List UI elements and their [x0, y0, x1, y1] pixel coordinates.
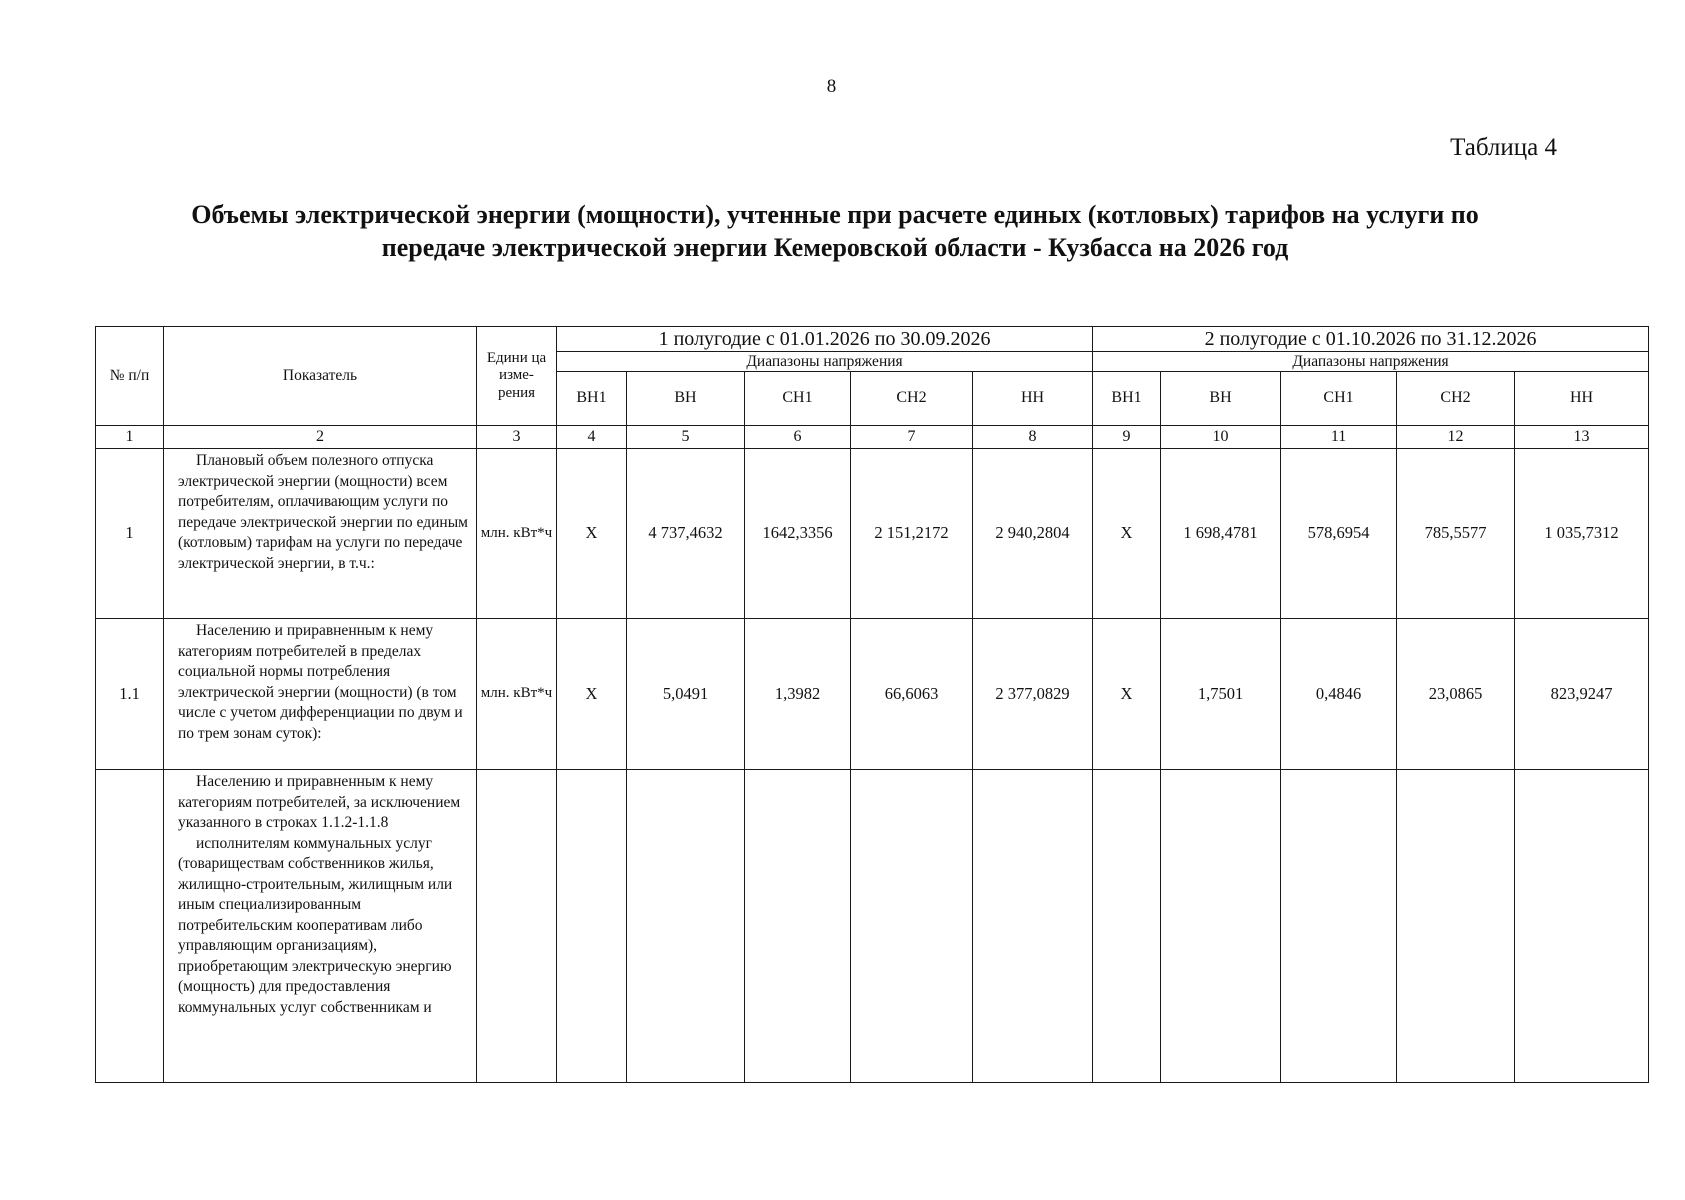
cell-value: X: [1093, 449, 1161, 619]
cell-value: 2 940,2804: [973, 449, 1093, 619]
row-indicator-text: Плановый объем полезного отпуска электрической энергии (мощности) всем потребителям, оплачивающим услуги по передаче электрической энергии по единым (котловым) тарифам на услуги по передаче электрической энергии, в т.ч.:: [178, 452, 468, 572]
document-title: [100, 198, 1570, 264]
row-indicator: [164, 770, 477, 1083]
row-number: 1.1: [96, 619, 164, 770]
cell-value: [557, 770, 627, 1083]
column-number: 11: [1281, 426, 1397, 449]
column-number: 7: [851, 426, 973, 449]
cell-value: 823,9247: [1515, 619, 1649, 770]
voltage-header: СН1: [1281, 372, 1397, 426]
cell-value: X: [1093, 619, 1161, 770]
column-number: 5: [627, 426, 745, 449]
cell-value: [973, 770, 1093, 1083]
column-number: 10: [1161, 426, 1281, 449]
column-number: 4: [557, 426, 627, 449]
cell-value: [1515, 770, 1649, 1083]
cell-value: [851, 770, 973, 1083]
cell-value: 1642,3356: [745, 449, 851, 619]
cell-value: 2 151,2172: [851, 449, 973, 619]
header-ranges-1: Диапазоны напряжения: [557, 352, 1093, 372]
column-number: 1: [96, 426, 164, 449]
header-row-periods: [96, 327, 1649, 352]
header-unit: Едини ца изме- рения: [477, 327, 557, 426]
voltage-header: СН1: [745, 372, 851, 426]
voltage-header: ВН1: [557, 372, 627, 426]
cell-value: 5,0491: [627, 619, 745, 770]
voltage-header: СН2: [851, 372, 973, 426]
column-number-row: [96, 426, 1649, 449]
row-indicator-text: Населению и приравненным к нему категориям потребителей в пределах социальной нормы потребления электрической энергии (мощности) (в том числе с учетом дифференциации по двум и по трем зонам суток):: [178, 622, 463, 742]
row-number: 1: [96, 449, 164, 619]
cell-value: [1093, 770, 1161, 1083]
row-number: [96, 770, 164, 1083]
voltage-header: НН: [1515, 372, 1649, 426]
column-number: 8: [973, 426, 1093, 449]
header-indicator: Показатель: [164, 327, 477, 426]
cell-value: [1281, 770, 1397, 1083]
row-unit: [477, 770, 557, 1083]
header-period-1: 1 полугодие с 01.01.2026 по 30.09.2026: [557, 327, 1093, 352]
cell-value: 2 377,0829: [973, 619, 1093, 770]
title-line-1: Объемы электрической энергии (мощности), учтенные при расчете единых (котловых) тарифов на услуги по: [191, 200, 1479, 229]
column-number: 2: [164, 426, 477, 449]
cell-value: 578,6954: [1281, 449, 1397, 619]
column-number: 3: [477, 426, 557, 449]
cell-value: 4 737,4632: [627, 449, 745, 619]
title-line-2: передаче электрической энергии Кемеровской области - Кузбасса на 2026 год: [381, 233, 1289, 262]
cell-value: 1 035,7312: [1515, 449, 1649, 619]
row-indicator-text: Населению и приравненным к нему категориям потребителей, за исключением указанного в строках 1.1.2-1.1.8: [178, 773, 461, 831]
row-unit: млн. кВт*ч: [477, 619, 557, 770]
cell-value: [745, 770, 851, 1083]
row-indicator: [164, 449, 477, 619]
cell-value: 785,5577: [1397, 449, 1515, 619]
voltage-header: ВН1: [1093, 372, 1161, 426]
column-number: 9: [1093, 426, 1161, 449]
cell-value: 23,0865: [1397, 619, 1515, 770]
cell-value: 1,3982: [745, 619, 851, 770]
column-number: 6: [745, 426, 851, 449]
voltage-header: ВН: [627, 372, 745, 426]
table-row: [96, 619, 1649, 770]
column-number: 13: [1515, 426, 1649, 449]
table-row: [96, 770, 1649, 1083]
header-num: № п/п: [96, 327, 164, 426]
header-period-2: 2 полугодие с 01.10.2026 по 31.12.2026: [1093, 327, 1649, 352]
cell-value: 1,7501: [1161, 619, 1281, 770]
voltage-header: НН: [973, 372, 1093, 426]
volumes-table: [95, 326, 1649, 1083]
table-row: [96, 449, 1649, 619]
cell-value: X: [557, 619, 627, 770]
cell-value: [1397, 770, 1515, 1083]
cell-value: 66,6063: [851, 619, 973, 770]
page-number: 8: [826, 76, 837, 97]
header-ranges-2: Диапазоны напряжения: [1093, 352, 1649, 372]
voltage-header: СН2: [1397, 372, 1515, 426]
cell-value: [627, 770, 745, 1083]
row-indicator-text: исполнителям коммунальных услуг (товариществам собственников жилья, жилищно-строительным, жилищным или иным специализированным потребительским кооперативам либо управляющим организациям), приобретающим электрическую энергию (мощность) для предоставления коммунальных услуг собственникам и: [178, 834, 453, 1016]
row-indicator: [164, 619, 477, 770]
voltage-header: ВН: [1161, 372, 1281, 426]
cell-value: [1161, 770, 1281, 1083]
column-number: 12: [1397, 426, 1515, 449]
cell-value: 0,4846: [1281, 619, 1397, 770]
row-unit: млн. кВт*ч: [477, 449, 557, 619]
cell-value: X: [557, 449, 627, 619]
table-label: Таблица 4: [1450, 134, 1557, 161]
cell-value: 1 698,4781: [1161, 449, 1281, 619]
